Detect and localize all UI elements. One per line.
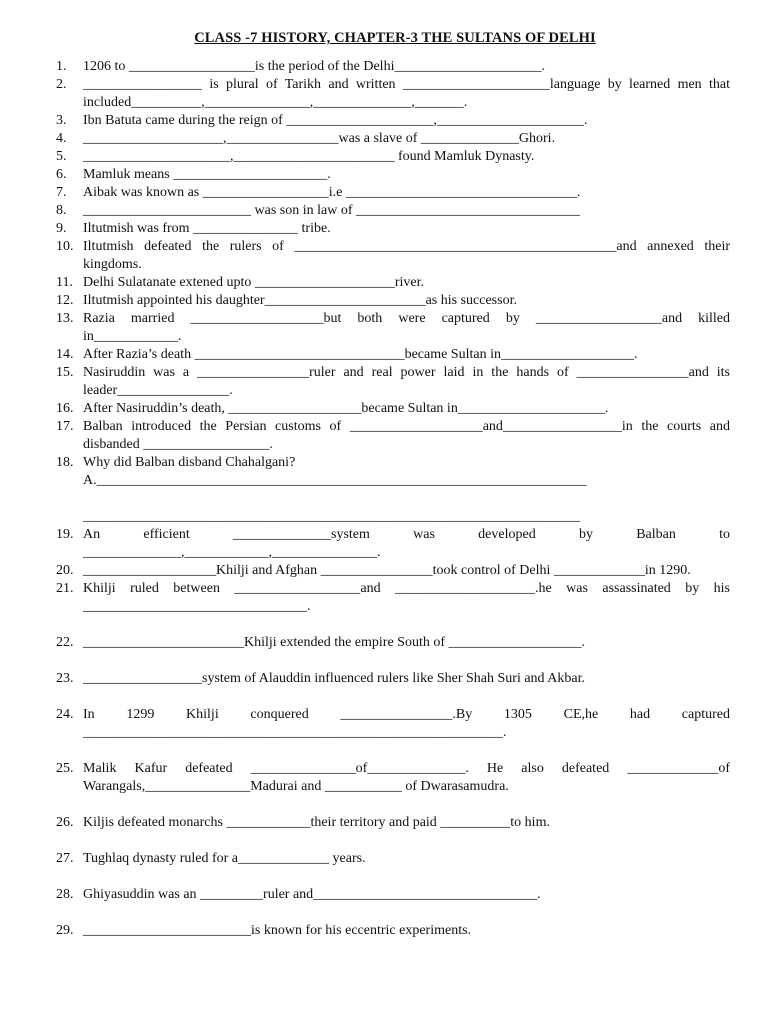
- question-text: Kiljis defeated monarchs ____________their territory and paid __________to him.: [83, 815, 550, 830]
- question-text: ________________________is known for his eccentric experiments.: [83, 923, 472, 938]
- question-number: 5.: [56, 149, 67, 164]
- question-number: 9.: [56, 221, 67, 236]
- question-number: 8.: [56, 203, 67, 218]
- question-16: [56, 400, 730, 418]
- question-text: Khilji ruled between __________________and ____________________.he was assassinated by his ________________________________.: [83, 581, 730, 614]
- question-28: [56, 886, 730, 904]
- question-number: 2.: [56, 77, 67, 92]
- question-text: After Razia’s death ______________________________became Sultan in___________________.: [83, 347, 638, 362]
- question-number: 3.: [56, 113, 67, 128]
- question-number: 12.: [56, 293, 74, 308]
- question-text: Ghiyasuddin was an _________ruler and________________________________.: [83, 887, 541, 902]
- spacer: [60, 832, 730, 850]
- question-17: [56, 418, 730, 454]
- answer-line-2: [60, 508, 730, 526]
- question-8: [56, 202, 730, 220]
- question-9: [56, 220, 730, 238]
- question-number: 28.: [56, 887, 74, 902]
- question-25: [56, 760, 730, 796]
- question-number: 27.: [56, 851, 74, 866]
- question-number: 15.: [56, 365, 74, 380]
- question-5: [56, 148, 730, 166]
- question-26: [56, 814, 730, 832]
- question-text: Mamluk means ______________________.: [83, 167, 331, 182]
- question-19: [56, 526, 730, 562]
- question-10: [56, 238, 730, 274]
- question-text: Razia married ___________________but both were captured by __________________and killed in____________.: [83, 311, 730, 344]
- question-11: [56, 274, 730, 292]
- question-text: In 1299 Khilji conquered ________________.By 1305 CE,he had captured ____________________________________________________________.: [83, 707, 730, 740]
- question-number: 4.: [56, 131, 67, 146]
- spacer: [60, 616, 730, 634]
- question-number: 17.: [56, 419, 74, 434]
- question-4: [56, 130, 730, 148]
- question-number: 13.: [56, 311, 74, 326]
- answer-line-1: [60, 472, 730, 490]
- question-number: 25.: [56, 761, 74, 776]
- question-number: 10.: [56, 239, 74, 254]
- question-20: [56, 562, 730, 580]
- spacer: [60, 796, 730, 814]
- question-text: Iltutmish appointed his daughter_______________________as his successor.: [83, 293, 517, 308]
- question-text: After Nasiruddin’s death, ___________________became Sultan in_____________________.: [83, 401, 609, 416]
- question-text: 1206 to __________________is the period of the Delhi_____________________.: [83, 59, 545, 74]
- answer-spacer: [60, 490, 730, 508]
- page-title: CLASS -7 HISTORY, CHAPTER-3 THE SULTANS OF DELHI: [194, 30, 596, 46]
- question-text: Iltutmish defeated the rulers of ______________________________________________and annexed their kingdoms.: [83, 239, 730, 272]
- spacer: [60, 688, 730, 706]
- question-text: Balban introduced the Persian customs of ___________________and_________________in the courts and disbanded __________________.: [83, 419, 730, 452]
- question-23: [56, 670, 730, 688]
- question-number: 29.: [56, 923, 74, 938]
- question-number: 6.: [56, 167, 67, 182]
- question-13: [56, 310, 730, 346]
- question-21: [56, 580, 730, 616]
- answer-line-text: A.______________________________________________________________________: [83, 473, 587, 488]
- question-number: 21.: [56, 581, 74, 596]
- question-text: ___________________Khilji and Afghan ________________took control of Delhi _____________in 1290.: [83, 563, 691, 578]
- question-number: 19.: [56, 527, 74, 542]
- question-2: [56, 76, 730, 112]
- spacer: [60, 652, 730, 670]
- question-number: 7.: [56, 185, 67, 200]
- question-text: Ibn Batuta came during the reign of _____________________,_____________________.: [83, 113, 588, 128]
- question-number: 23.: [56, 671, 74, 686]
- spacer: [60, 868, 730, 886]
- question-number: 16.: [56, 401, 74, 416]
- question-text: Why did Balban disband Chahalgani?: [83, 455, 296, 470]
- question-6: [56, 166, 730, 184]
- question-text: ________________________ was son in law of ________________________________: [83, 203, 580, 218]
- spacer: [60, 742, 730, 760]
- question-1: [56, 58, 730, 76]
- question-3: [56, 112, 730, 130]
- question-text: _______________________Khilji extended the empire South of ___________________.: [83, 635, 586, 650]
- question-text: Nasiruddin was a ________________ruler and real power laid in the hands of ________________and its leader________________.: [83, 365, 730, 398]
- question-text: Delhi Sulatanate extened upto ____________________river.: [83, 275, 424, 290]
- question-text: ____________________,________________was a slave of ______________Ghori.: [83, 131, 556, 146]
- question-24: [56, 706, 730, 742]
- question-number: 26.: [56, 815, 74, 830]
- question-number: 1.: [56, 59, 67, 74]
- question-text: _________________ is plural of Tarikh and written _____________________language by learned men that included__________,_______________,______________,_______.: [83, 77, 730, 110]
- question-7: [56, 184, 730, 202]
- question-27: [56, 850, 730, 868]
- question-number: 18.: [56, 455, 74, 470]
- question-12: [56, 292, 730, 310]
- question-number: 24.: [56, 707, 74, 722]
- question-text: _________________system of Alauddin influenced rulers like Sher Shah Suri and Akbar.: [83, 671, 585, 686]
- question-22: [56, 634, 730, 652]
- question-text: Iltutmish was from _______________ tribe.: [83, 221, 331, 236]
- question-number: 11.: [56, 275, 73, 290]
- spacer: [60, 904, 730, 922]
- question-text: _____________________,_______________________ found Mamluk Dynasty.: [83, 149, 535, 164]
- question-text: Aibak was known as __________________i.e _________________________________.: [83, 185, 581, 200]
- question-number: 20.: [56, 563, 74, 578]
- question-15: [56, 364, 730, 400]
- question-18: [56, 454, 730, 472]
- question-text: Malik Kafur defeated _______________of______________. He also defeated _____________of Warangals,_______________Madurai and ___________ of Dwarasamudra.: [83, 761, 730, 794]
- question-29: [56, 922, 730, 940]
- question-text: An efficient ______________system was developed by Balban to ______________,____________,_______________.: [83, 527, 730, 560]
- question-number: 22.: [56, 635, 74, 650]
- question-text: Tughlaq dynasty ruled for a_____________ years.: [83, 851, 366, 866]
- question-number: 14.: [56, 347, 74, 362]
- answer-line-text: _______________________________________________________________________: [83, 509, 580, 524]
- question-14: [56, 346, 730, 364]
